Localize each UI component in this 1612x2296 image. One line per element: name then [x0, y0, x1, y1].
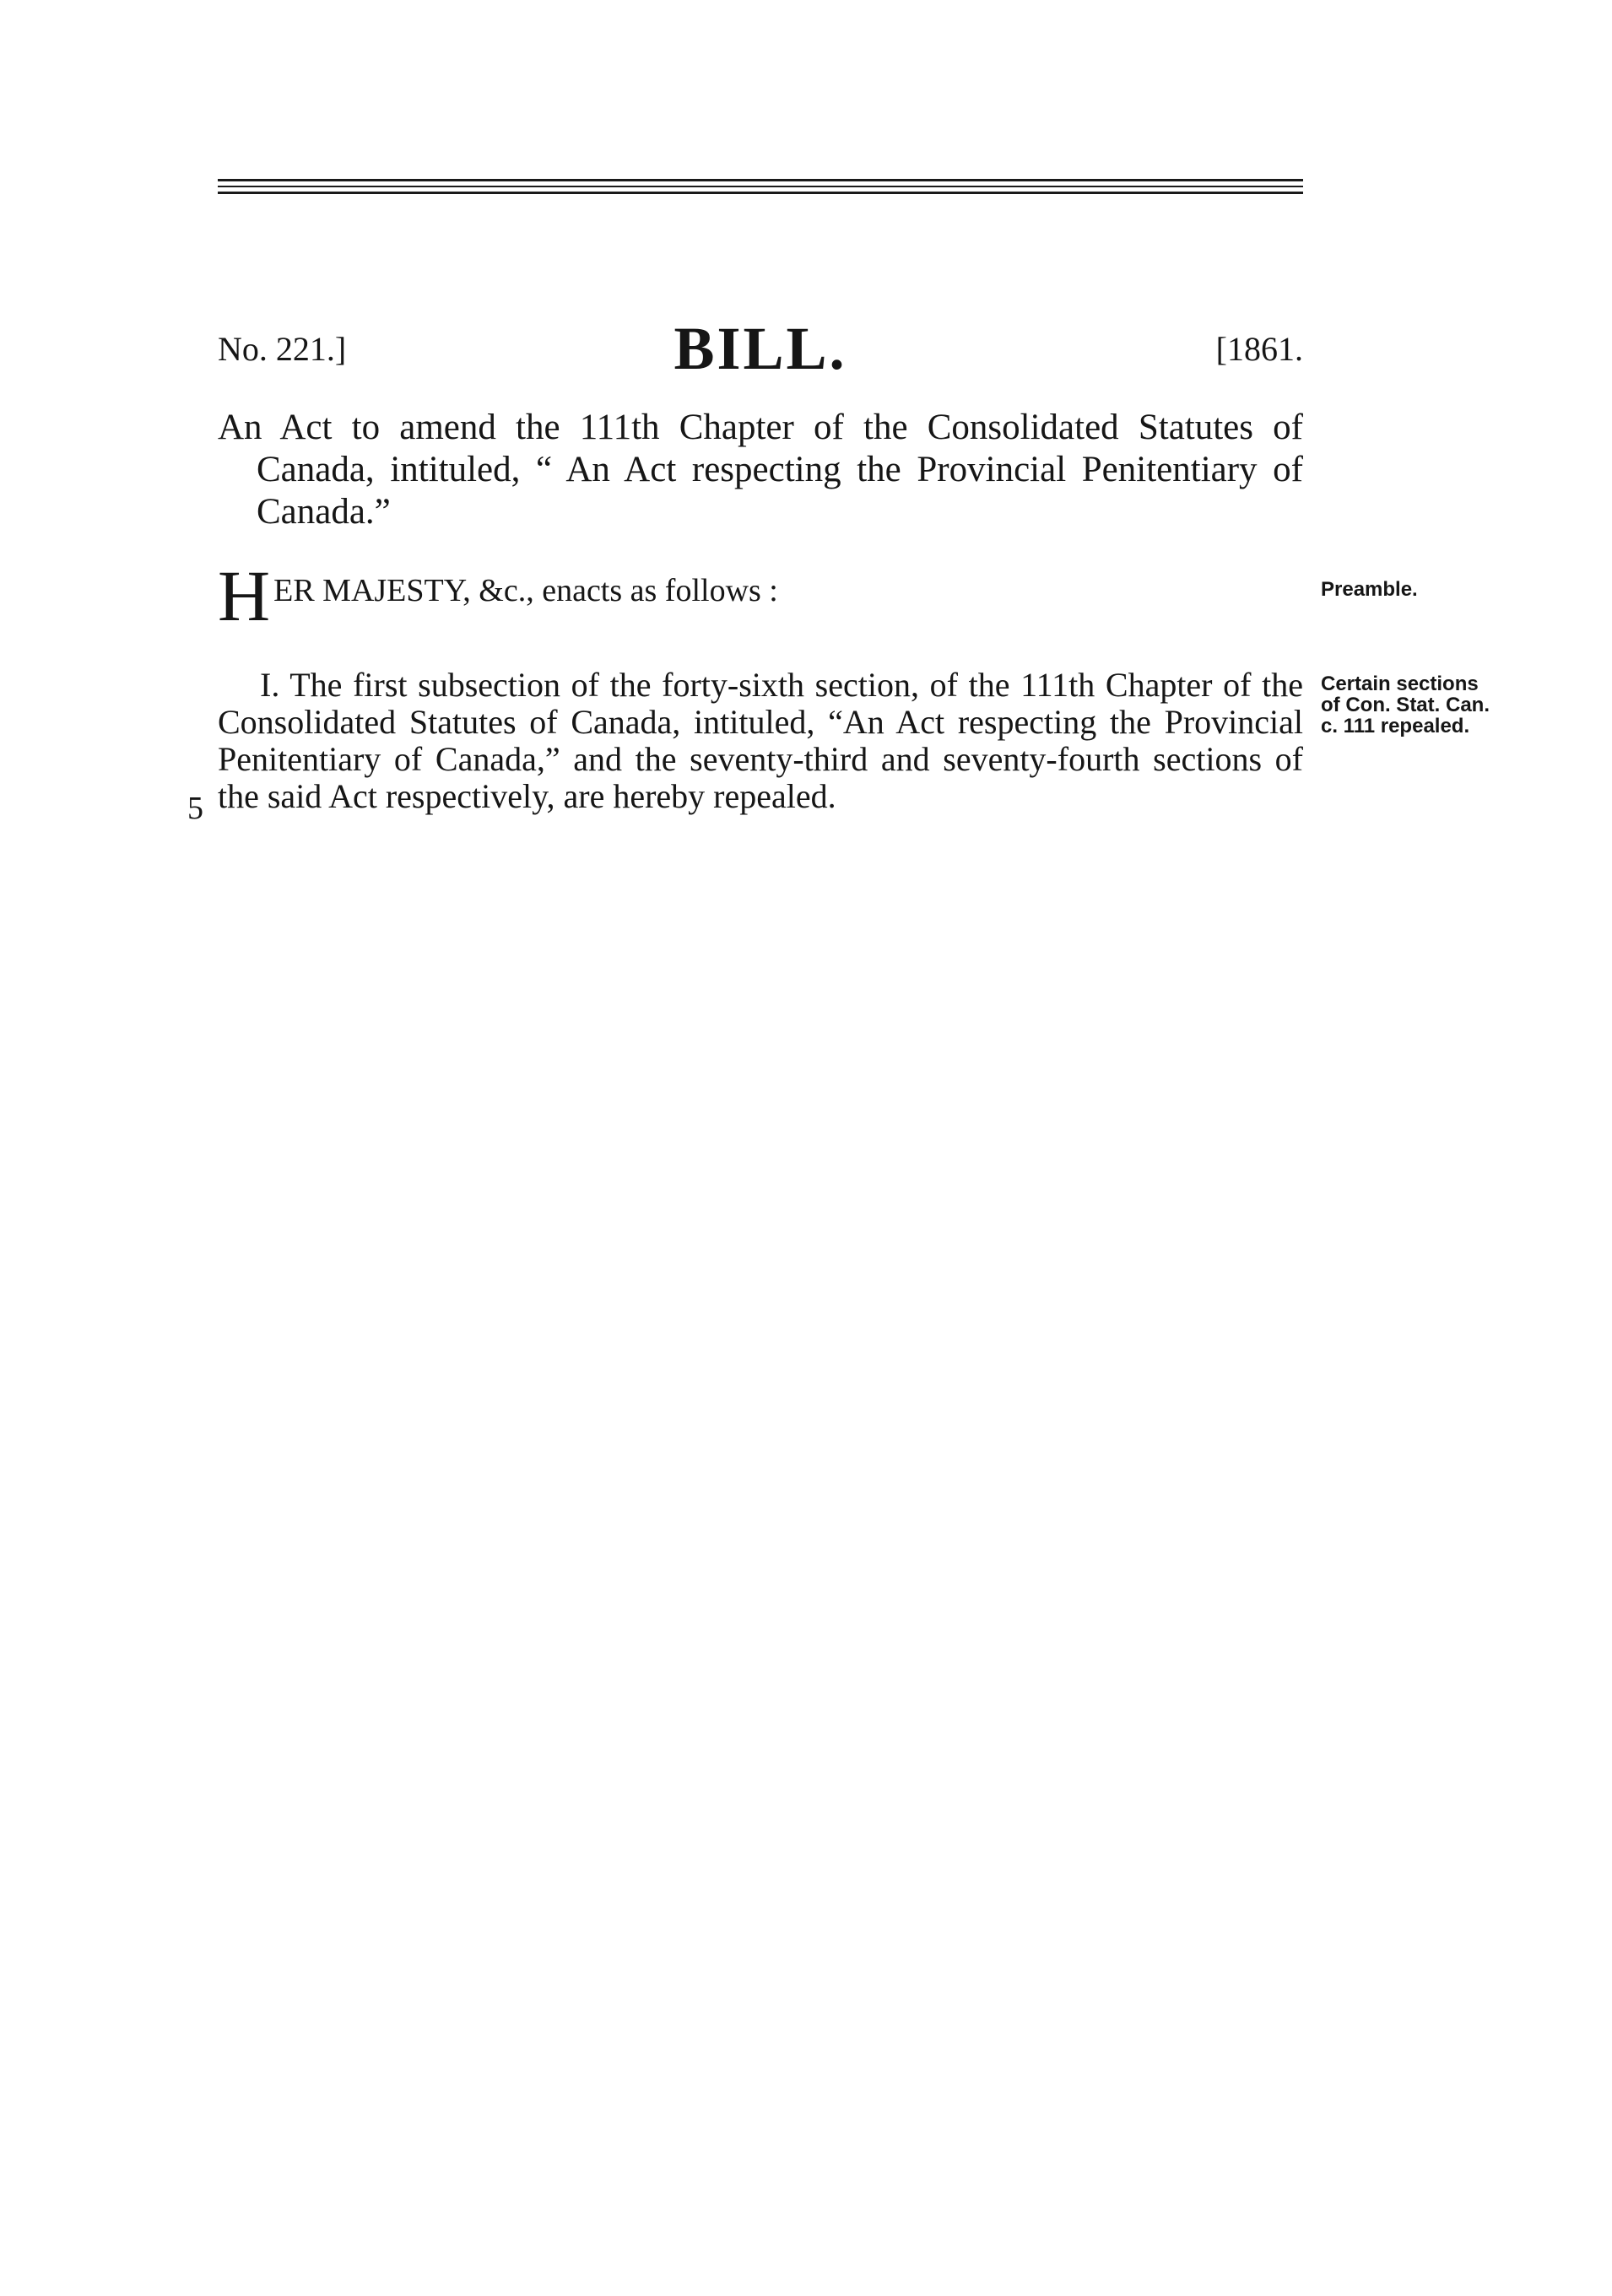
margin-note-section-1: Certain sections of Con. Stat. Can. c. 111 repealed.	[1321, 673, 1490, 737]
long-title: An Act to amend the 111th Chapter of the Consolidated Statutes of Canada, intituled, “ An Act respecting the Provincial Penitentiary of Canada.”	[218, 408, 1303, 532]
bill-header	[218, 314, 1303, 381]
header-rules	[218, 179, 1303, 194]
rule-line	[218, 192, 1303, 194]
enacting-clause	[218, 555, 1062, 636]
bill-year: [1861.	[1215, 330, 1303, 368]
margin-note-preamble: Preamble.	[1321, 578, 1418, 601]
drop-cap: H	[218, 555, 271, 636]
line-number: 5	[187, 791, 203, 826]
bill-number: No. 221.]	[218, 330, 347, 368]
enacting-text: ER MAJESTY, &c., enacts as follows :	[273, 573, 778, 608]
rule-line	[218, 186, 1303, 187]
section-1: I. The first subsection of the forty-sixth section, of the 111th Chapter of the Consolidated Statutes of Canada, intituled, “An Act respecting the Provincial Penitentiary of Canada,” and the seventy-third and seventy-fourth sections of the said Act respectively, are hereby repealed.	[218, 666, 1303, 815]
bill-title: BILL.	[673, 315, 847, 382]
rule-line	[218, 179, 1303, 181]
